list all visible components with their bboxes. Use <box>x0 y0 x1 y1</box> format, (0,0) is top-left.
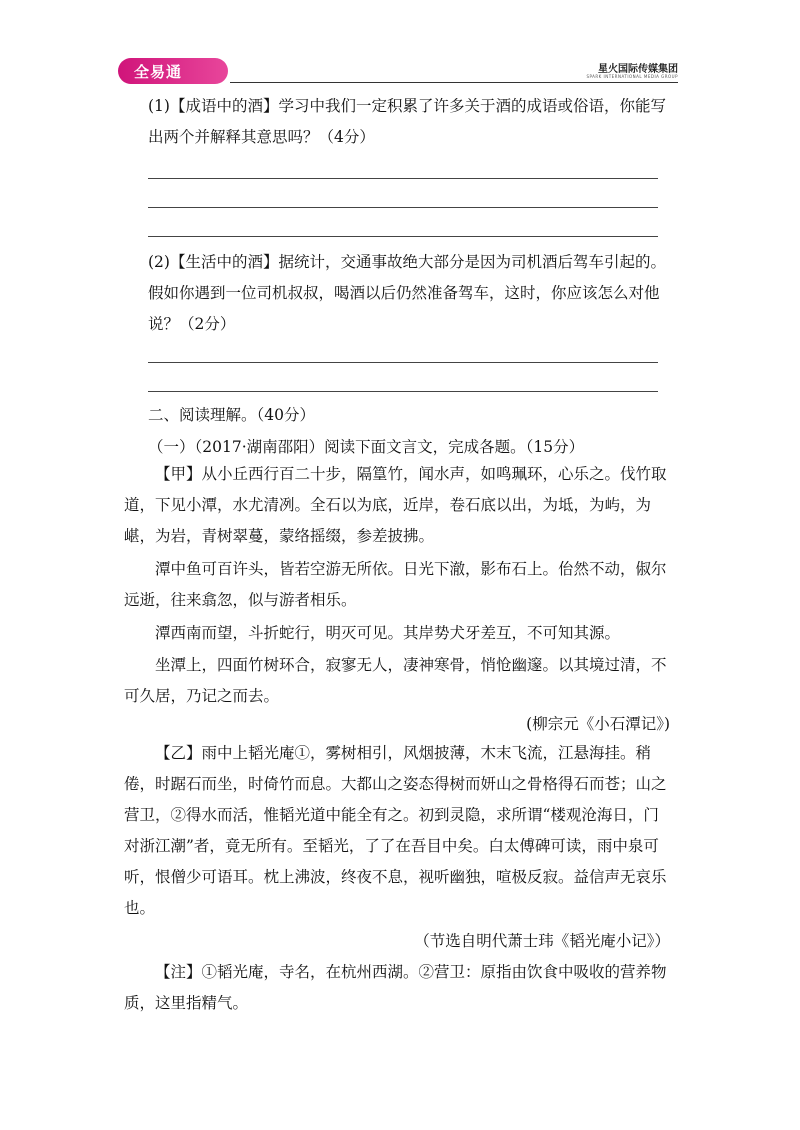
passage-jia-p1: 【甲】从小丘西行百二十步，隔篁竹，闻水声，如鸣珮环，心乐之。伐竹取道，下见小潭，水尤清冽。全石以为底，近岸，卷石底以出，为坻，为屿，为嵁，为岩，青树翠蔓，蒙络摇缀，参差披拂。 <box>124 465 667 545</box>
jia-source: (柳宗元《小石潭记》) <box>526 715 670 733</box>
subsection-title: （一）（2017·湖南邵阳）阅读下面文言文，完成各题。（15分） <box>148 438 585 456</box>
answer-line[interactable] <box>148 362 658 363</box>
passage-jia-p4: 坐潭上，四面竹树环合，寂寥无人，凄神寒骨，悄怆幽邃。以其境过清，不可久居，乃记之而去。 <box>124 656 667 705</box>
logo-badge <box>118 58 228 84</box>
answer-line[interactable] <box>148 178 658 179</box>
question-1: (1)【成语中的酒】学习中我们一定积累了许多关于酒的成语或俗语，你能写出两个并解释其意思吗？（4分） <box>148 97 666 146</box>
logo-text: 全易通 <box>134 63 183 81</box>
brand-subtitle: SPARK INTERNATIONAL MEDIA GROUP <box>586 74 678 79</box>
passage-jia-p2: 潭中鱼可百许头，皆若空游无所依。日光下澈，影布石上。佁然不动，俶尔远逝，往来翕忽，似与游者相乐。 <box>124 560 667 609</box>
brand-name: 星火国际传媒集团 <box>598 64 678 75</box>
answer-line[interactable] <box>148 236 658 237</box>
answer-line[interactable] <box>148 207 658 208</box>
answer-line[interactable] <box>148 391 658 392</box>
passage-yi: 【乙】雨中上韬光庵①，雾树相引，风烟披薄，木末飞流，江悬海挂。稍倦，时踞石而坐，时倚竹而息。大都山之姿态得树而妍山之骨格得石而苍；山之营卫，②得水而活，惟韬光道中能全有之。初到灵隐，求所谓“楼观沧海日，门对浙江潮”者，竟无所有。至韬光，了了在吾目中矣。白太傅碑可读，雨中泉可听，恨僧少可语耳。枕上沸波，终夜不息，视听幽独，喧极反寂。益信声无哀乐也。 <box>124 744 667 917</box>
page-header <box>118 58 678 84</box>
passage-jia-p3: 潭西南而望，斗折蛇行，明灭可见。其岸势犬牙差互，不可知其源。 <box>155 624 621 642</box>
yi-source: （节选自明代萧士玮《韬光庵小记》） <box>414 932 670 950</box>
annotation-note: 【注】①韬光庵，寺名，在杭州西湖。②营卫：原指由饮食中吸收的营养物质，这里指精气。 <box>124 963 667 1012</box>
section-title: 二、阅读理解。（40分） <box>148 406 315 424</box>
header-rule <box>230 82 678 83</box>
question-2: (2)【生活中的酒】据统计，交通事故绝大部分是因为司机酒后驾车引起的。假如你遇到一位司机叔叔，喝酒以后仍然准备驾车，这时，你应该怎么对他说？（2分） <box>148 253 666 333</box>
